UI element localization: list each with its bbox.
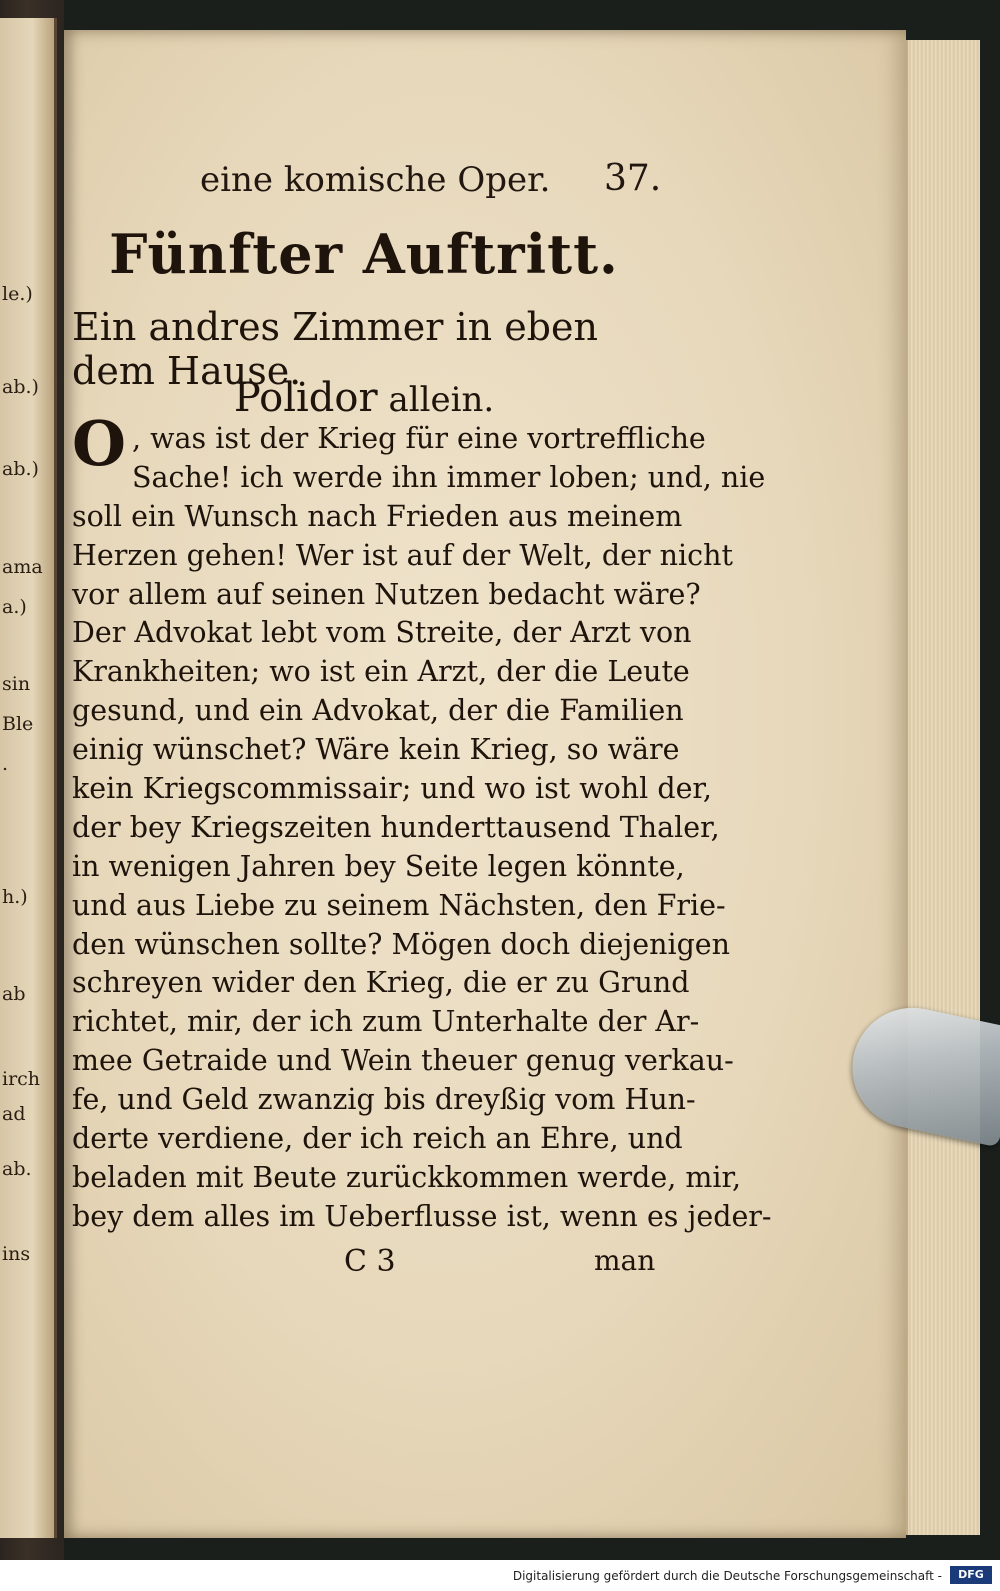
- facing-page-edge: [0, 18, 57, 1538]
- text-line: und aus Liebe zu seinem Nächsten, den Frie-: [72, 888, 726, 922]
- digitization-credit: Digitalisierung gefördert durch die Deutsche Forschungsgemeinschaft -: [512, 1569, 942, 1583]
- margin-fragment: sin: [2, 673, 31, 695]
- speaker-name: Polidor: [233, 375, 378, 421]
- digitization-footer: [0, 1560, 1000, 1591]
- scene-setting: Ein andres Zimmer in eben dem Hause.: [72, 305, 598, 393]
- page-number: 37.: [604, 158, 662, 199]
- text-line: kein Kriegscommissair; und wo ist wohl der,: [72, 772, 712, 806]
- margin-fragment: ab.: [2, 1158, 32, 1180]
- text-line: soll ein Wunsch nach Frieden aus meinem: [72, 499, 683, 533]
- text-line: gesund, und ein Advokat, der die Familien: [72, 694, 684, 728]
- text-line: , was ist der Krieg für eine vortreffliche: [132, 422, 706, 455]
- text-line: der bey Kriegszeiten hunderttausend Thaler,: [72, 810, 720, 844]
- text-line: fe, und Geld zwanzig bis dreyßig vom Hun-: [72, 1083, 696, 1117]
- scene-title: Fünfter Auftritt.: [109, 222, 619, 286]
- margin-fragment: ab.): [2, 376, 39, 398]
- text-line: bey dem alles im Ueberflusse ist, wenn es jeder-: [72, 1199, 772, 1233]
- margin-fragment: ad: [2, 1103, 26, 1125]
- running-head: eine komische Oper.: [200, 160, 551, 200]
- margin-fragment: le.): [2, 283, 33, 305]
- text-line: schreyen wider den Krieg, die er zu Grund: [72, 966, 690, 1000]
- margin-fragment: Ble: [2, 713, 34, 735]
- margin-fragment: ins: [2, 1243, 31, 1265]
- margin-fragment: a.): [2, 596, 27, 618]
- margin-fragment: ama: [2, 556, 43, 578]
- text-line: Herzen gehen! Wer ist auf der Welt, der nicht: [72, 538, 733, 572]
- margin-fragment: .: [2, 753, 9, 775]
- dfg-logo-icon: DFG: [950, 1566, 992, 1584]
- page-fore-edge: [906, 40, 980, 1535]
- text-line: beladen mit Beute zurückkommen werde, mir,: [72, 1160, 742, 1194]
- margin-fragment: ab: [2, 983, 26, 1005]
- text-line: derte verdiene, der ich reich an Ehre, und: [72, 1122, 683, 1156]
- catchword: man: [594, 1244, 656, 1277]
- text-line: richtet, mir, der ich zum Unterhalte der Ar-: [72, 1005, 700, 1039]
- text-line: Sache! ich werde ihn immer loben; und, nie: [132, 460, 766, 494]
- text-line: in wenigen Jahren bey Seite legen könnte,: [72, 849, 685, 883]
- text-line: mee Getraide und Wein theuer genug verkau-: [72, 1044, 734, 1078]
- speaker-note: allein.: [388, 380, 495, 420]
- text-line: Der Advokat lebt vom Streite, der Arzt von: [72, 616, 692, 650]
- body-text: [72, 407, 772, 1237]
- signature-mark: C 3: [344, 1244, 396, 1279]
- text-line: den wünschen sollte? Mögen doch diejenigen: [72, 927, 731, 961]
- text-line: einig wünschet? Wäre kein Krieg, so wäre: [72, 733, 680, 767]
- drop-cap: O: [72, 407, 127, 480]
- margin-fragment: h.): [2, 886, 28, 908]
- speaker-heading: [64, 375, 664, 421]
- text-line: vor allem auf seinen Nutzen bedacht wäre?: [72, 577, 701, 611]
- margin-fragment: irch: [2, 1068, 41, 1090]
- text-line: Krankheiten; wo ist ein Arzt, der die Leute: [72, 655, 690, 689]
- margin-fragment: ab.): [2, 458, 39, 480]
